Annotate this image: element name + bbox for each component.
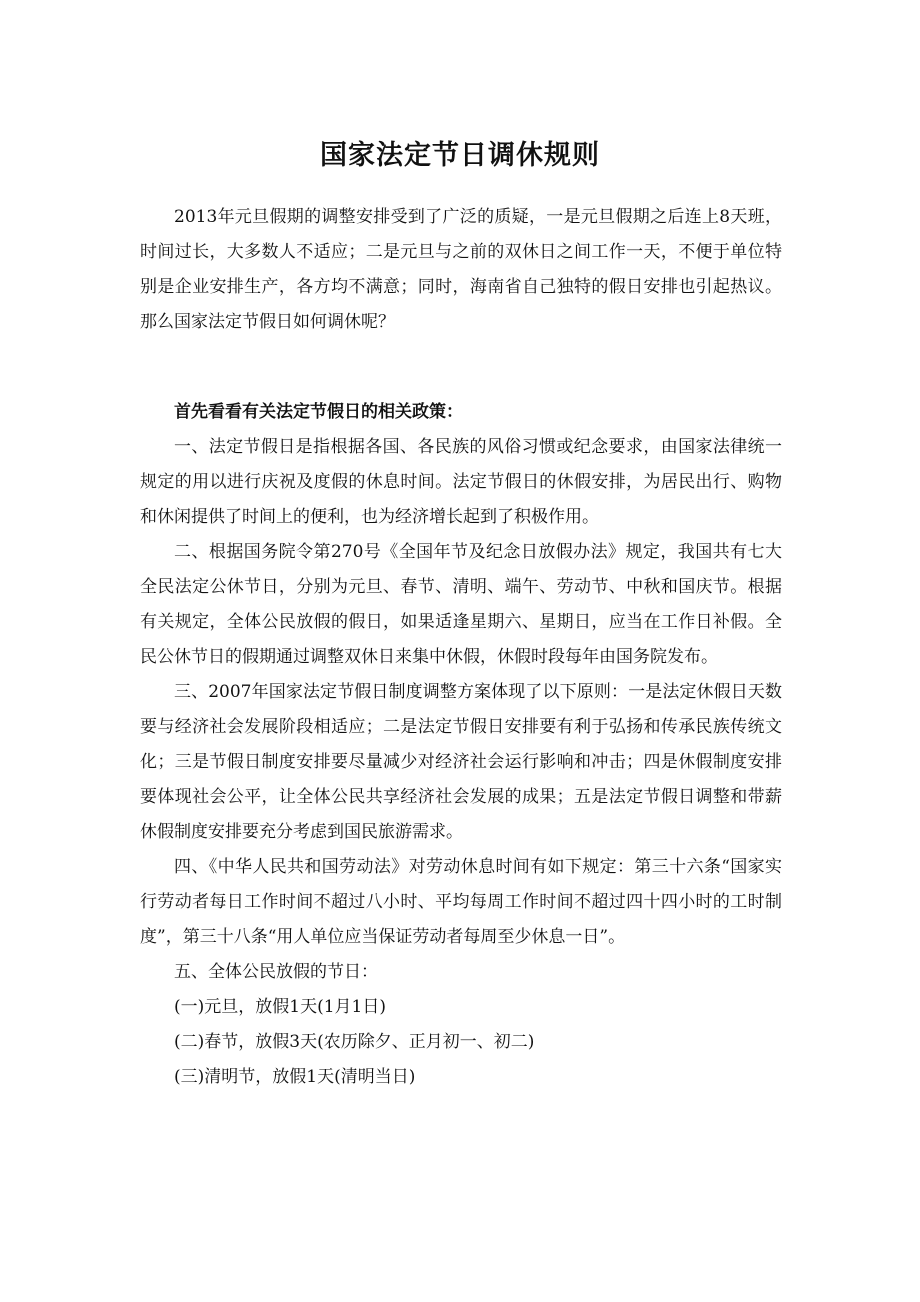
policy-heading: 首先看看有关法定节假日的相关政策： [174,402,463,422]
paragraph-labor-law: 四、《中华人民共和国劳动法》对劳动休息时间有如下规定：第三十六条“国家实行劳动者每日工作时间不超过八小时、平均每周工作时间不超过四十四小时的工时制度”，第三十八条“用人单位应当保证劳动者每周至少休息一日”。 [140,857,782,947]
holiday-item-new-year: (一)元旦，放假1天(1月1日) [174,997,386,1017]
policy-section [140,395,782,1095]
holiday-item-qingming: (三)清明节，放假1天(清明当日) [174,1067,416,1087]
intro-section [140,200,782,340]
intro-paragraph: 2013年元旦假期的调整安排受到了广泛的质疑，一是元旦假期之后连上8天班，时间过长，大多数人不适应；二是元旦与之前的双休日之间工作一天，不便于单位特别是企业安排生产，各方均不满意；同时，海南省自己独特的假日安排也引起热议。那么国家法定节假日如何调休呢？ [140,207,782,332]
paragraph-state-council-order: 二、根据国务院令第270号《全国年节及纪念日放假办法》规定，我国共有七大全民法定公休节日，分别为元旦、春节、清明、端午、劳动节、中秋和国庆节。根据有关规定，全体公民放假的假日，如果适逢星期六、星期日，应当在工作日补假。全民公休节日的假期通过调整双休日来集中休假，休假时段每年由国务院发布。 [140,542,782,667]
paragraph-legal-holidays-definition: 一、法定节假日是指根据各国、各民族的风俗习惯或纪念要求，由国家法律统一规定的用以进行庆祝及度假的休息时间。法定节假日的休假安排，为居民出行、购物和休闲提供了时间上的便利，也为经济增长起到了积极作用。 [140,437,782,527]
paragraph-public-holidays-heading: 五、全体公民放假的节日： [174,962,378,982]
holiday-item-spring-festival: (二)春节，放假3天(农历除夕、正月初一、初二) [174,1032,535,1052]
document-title: 国家法定节日调休规则 [320,140,600,172]
paragraph-2007-principles: 三、2007年国家法定节假日制度调整方案体现了以下原则：一是法定休假日天数要与经济社会发展阶段相适应；二是法定节假日安排要有利于弘扬和传承民族传统文化；三是节假日制度安排要尽量减少对经济社会运行影响和冲击；四是休假制度安排要体现社会公平，让全体公民共享经济社会发展的成果；五是法定节假日调整和带薪休假制度安排要充分考虑到国民旅游需求。 [140,682,782,842]
